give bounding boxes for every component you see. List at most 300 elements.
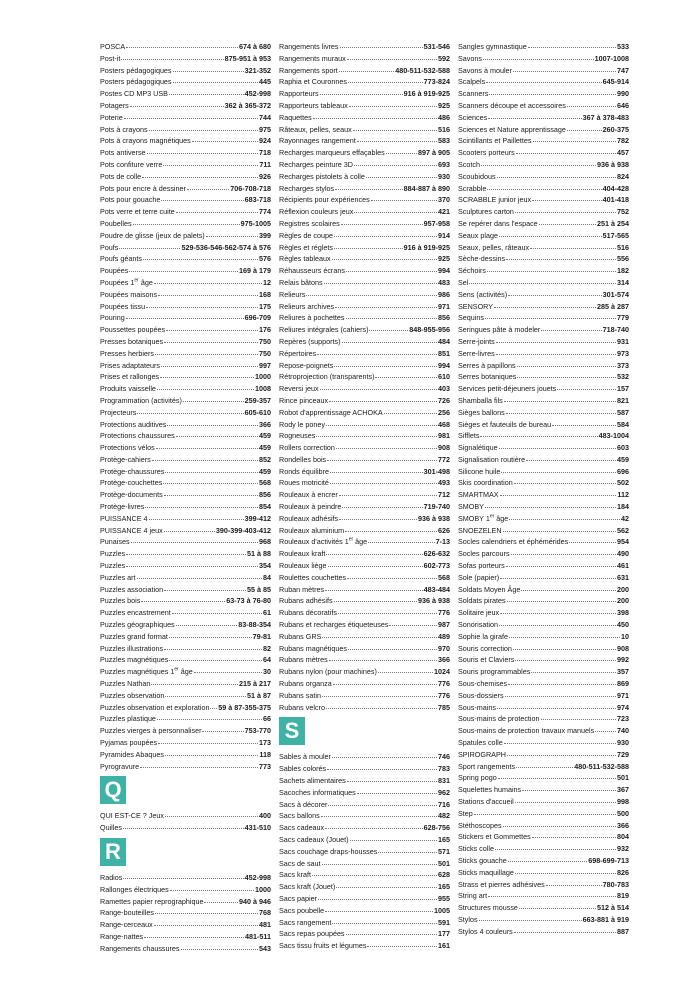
dot-leader: [330, 483, 437, 484]
entry-term-text: Sel: [458, 277, 469, 287]
entry-term: [100, 171, 141, 183]
dot-leader: [499, 625, 616, 626]
entry-pages: 157: [617, 384, 629, 394]
index-entry: [279, 787, 450, 799]
dot-leader: [483, 59, 594, 60]
dot-leader: [513, 71, 616, 72]
dot-leader: [335, 307, 437, 308]
entry-term: [458, 100, 566, 112]
entry-term: [100, 643, 163, 655]
entry-term: [100, 560, 125, 572]
index-entry: [458, 914, 629, 926]
dot-leader: [131, 542, 258, 543]
entry-term-text: Reliures à pochettes: [279, 313, 345, 323]
entry-term-text: Soldats Moyen Âge: [458, 584, 521, 594]
dot-leader: [313, 118, 437, 119]
dot-leader: [498, 778, 616, 779]
entry-term: [100, 884, 169, 896]
entry-term-text: Puzzles: [100, 561, 126, 571]
entry-pages: 931: [617, 336, 629, 346]
entry-pages: 401-418: [602, 195, 629, 205]
index-entry: [100, 395, 271, 407]
entry-term-text: Scooters porteurs: [458, 148, 515, 158]
entry-term-text: Rayonnages rangement: [279, 136, 356, 146]
dot-leader: [129, 271, 238, 272]
entry-term-superscript: er: [134, 277, 139, 284]
dot-leader: [123, 828, 244, 829]
entry-pages: 1007-1008: [594, 53, 629, 63]
entry-term-text: Poubelles: [100, 218, 132, 228]
entry-pages: 856: [438, 313, 450, 323]
entry-term-text: Sous-chemises: [458, 679, 508, 689]
entry-pages: 848-955-956: [409, 325, 450, 335]
entry-pages: 531-546: [423, 42, 450, 51]
entry-term: [100, 872, 122, 884]
entry-term-text: Réhausseurs écrans: [279, 266, 345, 276]
entry-term: [279, 631, 321, 643]
index-entry: [279, 905, 450, 917]
entry-term: [458, 242, 529, 254]
index-entry: [279, 477, 450, 489]
dot-leader: [508, 684, 616, 685]
entry-term: [458, 407, 505, 419]
entry-pages: 994: [438, 360, 450, 370]
index-entry: [458, 513, 629, 525]
index-entry: [100, 702, 271, 714]
entry-term: [458, 360, 516, 372]
entry-term: [279, 834, 349, 846]
entry-term: [100, 919, 153, 931]
entry-pages: 571: [438, 846, 450, 856]
entry-pages: 399-412: [244, 513, 271, 523]
entry-term-text: Puzzles: [100, 549, 126, 559]
entry-term: [100, 336, 163, 348]
entry-pages: 587: [617, 407, 629, 417]
index-entry: [279, 560, 450, 572]
entry-pages: 718: [259, 148, 271, 158]
index-entry: [279, 419, 450, 431]
dot-leader: [378, 852, 437, 853]
index-entry: [458, 725, 629, 737]
dot-leader: [516, 767, 573, 768]
entry-term: [100, 619, 175, 631]
entry-pages: 605-610: [244, 407, 271, 417]
index-column-3: [458, 41, 629, 938]
entry-pages: 997: [259, 360, 271, 370]
entry-term: [100, 572, 136, 584]
entry-term: [100, 595, 140, 607]
index-entry: [100, 289, 271, 301]
entry-term: [100, 242, 118, 254]
entry-term-text: Sacs papier: [279, 893, 317, 903]
dot-leader: [170, 890, 254, 891]
entry-term: [458, 820, 502, 832]
entry-pages: 869: [617, 679, 629, 689]
entry-term-text: Puzzles observation et exploration: [100, 702, 210, 712]
entry-term-text: Sièges ballons: [458, 407, 505, 417]
entry-term: [458, 477, 513, 489]
entry-pages: 483-1004: [598, 431, 629, 441]
entry-term: [100, 230, 205, 242]
dot-leader: [160, 377, 254, 378]
index-entry: [279, 360, 450, 372]
entry-pages: 66: [263, 714, 271, 724]
entry-pages: 712: [438, 490, 450, 500]
entry-term-text: Pots antiverse: [100, 148, 146, 158]
entry-pages: 251 à 254: [597, 218, 629, 228]
entry-pages: 1024: [434, 667, 450, 677]
entry-pages: 851: [438, 348, 450, 358]
index-entry: [458, 631, 629, 643]
entry-pages: 970: [438, 643, 450, 653]
entry-term-text: Rouleaux kraft: [279, 549, 326, 559]
index-entry: [458, 902, 629, 914]
entry-term-text: Post-it: [100, 53, 121, 63]
index-entry: [458, 336, 629, 348]
dot-leader: [154, 925, 258, 926]
index-entry: [100, 348, 271, 360]
dot-leader: [481, 165, 596, 166]
entry-term-text: Sous-mains: [458, 702, 496, 712]
entry-term-text: Sacs de saut: [279, 858, 321, 868]
entry-pages: 747: [617, 65, 629, 75]
dot-leader: [504, 743, 616, 744]
entry-term: [100, 277, 153, 289]
entry-term-text: Règles tableaux: [279, 254, 331, 264]
entry-pages: 819: [617, 891, 629, 901]
entry-pages: 173: [259, 738, 271, 748]
entry-term: [458, 41, 527, 53]
index-entry: [458, 277, 629, 289]
entry-term: [279, 112, 312, 124]
entry-pages: 916 à 919-925: [403, 242, 450, 252]
entry-term-text: Règles de coupe: [279, 230, 333, 240]
dot-leader: [183, 401, 244, 402]
entry-pages: 723: [617, 714, 629, 724]
entry-pages: 975: [259, 124, 271, 134]
index-entry: [458, 242, 629, 254]
index-entry: [100, 713, 271, 725]
entry-term-text: Séchoirs: [458, 266, 486, 276]
dot-leader: [151, 684, 238, 685]
entry-pages: 459: [259, 431, 271, 441]
entry-term-text: SMOBY: [458, 502, 484, 512]
entry-term: [279, 905, 324, 917]
entry-term: [279, 595, 333, 607]
entry-term: [100, 466, 164, 478]
dot-leader: [486, 82, 601, 83]
entry-pages: 626: [438, 525, 450, 535]
entry-pages: 698-699-713: [588, 855, 629, 865]
entry-pages: 459: [259, 443, 271, 453]
entry-pages: 773-824: [423, 77, 450, 87]
entry-term-text: Rince pinceaux: [279, 395, 329, 405]
entry-term-text: Poupées tissu: [100, 301, 146, 311]
entry-term: [458, 572, 499, 584]
entry-term: [100, 135, 191, 147]
entry-term-superscript: er: [174, 666, 179, 673]
dot-leader: [204, 902, 238, 903]
entry-term-text: Scintillants et Paillettes: [458, 136, 532, 146]
dot-leader: [514, 483, 616, 484]
entry-pages: 626-632: [423, 549, 450, 559]
entry-term-text: Prises adaptateurs: [100, 360, 160, 370]
index-entry: [279, 690, 450, 702]
entry-term-superscript: er: [348, 537, 354, 544]
dot-leader: [338, 613, 437, 614]
entry-pages: 285 à 287: [597, 301, 629, 311]
index-entry: [458, 477, 629, 489]
dot-leader: [137, 578, 262, 579]
dot-leader: [349, 106, 437, 107]
entry-pages: 484: [438, 336, 450, 346]
entry-term-text: Puzzles illustrations: [100, 643, 164, 653]
dot-leader: [163, 483, 258, 484]
entry-pages: 30: [263, 667, 271, 677]
index-entry: [100, 454, 271, 466]
entry-term-text: Puzzles grand format: [100, 631, 168, 641]
index-entry: [458, 737, 629, 749]
index-entry: [458, 772, 629, 784]
dot-leader: [206, 236, 258, 237]
index-column-1: [100, 41, 271, 955]
entry-pages: 711: [259, 159, 271, 169]
dot-leader: [161, 366, 258, 367]
index-entry: [458, 855, 629, 867]
entry-term: [100, 312, 125, 324]
entry-pages: 852: [259, 454, 271, 464]
entry-term: [100, 124, 148, 136]
entry-term-text: Sachets alimentaires: [279, 776, 346, 786]
index-entry: [100, 572, 271, 584]
entry-pages: 916 à 919-925: [403, 89, 450, 99]
entry-term-text: Pouring: [100, 313, 125, 323]
index-entry: [458, 879, 629, 891]
entry-term-text: Relieurs archives: [279, 301, 335, 311]
dot-leader: [506, 259, 616, 260]
entry-pages: 556: [617, 254, 629, 264]
entry-term: [458, 902, 518, 914]
index-entry: [279, 654, 450, 666]
entry-pages: 169 à 179: [239, 266, 271, 276]
entry-pages: 200: [617, 584, 629, 594]
entry-pages: 493: [438, 478, 450, 488]
index-entry: [279, 763, 450, 775]
entry-term-text: Stéthoscopes: [458, 820, 502, 830]
index-entry: [100, 884, 271, 896]
entry-term: [279, 846, 377, 858]
entry-term-text: Scanners découpe et accessoires: [458, 100, 566, 110]
dot-leader: [496, 354, 616, 355]
dot-leader: [329, 401, 437, 402]
entry-term-text: Relais bâtons: [279, 277, 323, 287]
index-entry: [458, 419, 629, 431]
entry-pages: 990: [617, 89, 629, 99]
entry-pages: 362 à 365-372: [224, 100, 271, 110]
index-entry: [100, 88, 271, 100]
entry-term: [279, 383, 319, 395]
dot-leader: [488, 896, 616, 897]
entry-term: [279, 619, 388, 631]
entry-term: [279, 477, 329, 489]
dot-leader: [149, 130, 258, 131]
entry-pages: 175: [259, 301, 271, 311]
entry-term-text: Pots pour encre à dessiner: [100, 183, 186, 193]
index-entry: [279, 124, 450, 136]
entry-term: [100, 477, 162, 489]
entry-term: [279, 501, 341, 513]
index-entry: [458, 218, 629, 230]
dot-leader: [140, 767, 258, 768]
dot-leader: [340, 47, 423, 48]
entry-pages: 200: [617, 596, 629, 606]
index-entry: [100, 265, 271, 277]
entry-term: [100, 489, 163, 501]
dot-leader: [485, 318, 616, 319]
entry-term-text: Rubans GRS: [279, 631, 322, 641]
entry-pages: 992: [617, 655, 629, 665]
entry-pages: 631: [617, 572, 629, 582]
index-entry: [458, 619, 629, 631]
entry-term-text: Posters pédagogiques: [100, 65, 172, 75]
dot-leader: [336, 448, 437, 449]
entry-term: [458, 713, 540, 725]
entry-pages: 602-773: [423, 561, 450, 571]
entry-pages: 314: [617, 277, 629, 287]
entry-term-text: Sangles gymnastique: [458, 42, 527, 51]
dot-leader: [357, 793, 437, 794]
entry-term-text: Range-bouteilles: [100, 908, 154, 918]
entry-term-text: Relieurs: [279, 289, 306, 299]
entry-term-text: Scalpels: [458, 77, 486, 87]
dot-leader: [322, 864, 437, 865]
entry-pages: 776: [438, 679, 450, 689]
dot-leader: [346, 318, 437, 319]
entry-pages: 752: [617, 207, 629, 217]
entry-term: [100, 536, 130, 548]
dot-leader: [567, 106, 616, 107]
index-entry: [100, 513, 271, 525]
entry-pages: 592: [438, 53, 450, 63]
entry-term-text: Potagers: [100, 100, 129, 110]
dot-leader: [515, 212, 616, 213]
entry-term: [458, 772, 497, 784]
index-entry: [279, 100, 450, 112]
entry-pages: 746: [438, 752, 450, 762]
dot-leader: [511, 554, 616, 555]
entry-term-text: Rouleaux à encrer: [279, 490, 338, 500]
entry-term-text: Puzzles magnétiques 1: [100, 667, 175, 677]
entry-term: [279, 858, 321, 870]
entry-pages: 646: [617, 100, 629, 110]
entry-term-text: Recharges pistolets à colle: [279, 171, 365, 181]
entry-pages: 936 à 938: [597, 159, 629, 169]
entry-pages: 663-881 à 919: [582, 914, 629, 924]
index-entry: [100, 383, 271, 395]
entry-term-text: Se repérer dans l'espace: [458, 218, 538, 228]
index-entry: [100, 324, 271, 336]
entry-pages: 165: [438, 882, 450, 892]
entry-term-text: Robot d'apprentissage ACHOKA: [279, 407, 383, 417]
entry-term: [279, 787, 356, 799]
dot-leader: [334, 601, 417, 602]
index-entry: [100, 371, 271, 383]
entry-term: [100, 218, 132, 230]
dot-leader: [369, 330, 408, 331]
dot-leader: [347, 578, 437, 579]
dot-leader: [339, 519, 417, 520]
dot-leader: [500, 578, 616, 579]
entry-pages: 452-998: [244, 89, 271, 99]
index-entry: [458, 501, 629, 513]
entry-term-text: Sous-dossiers: [458, 690, 504, 700]
entry-term-text: Pots verre et terre cuite: [100, 207, 175, 217]
index-entry: [279, 289, 450, 301]
entry-term-text: Seringues pâte à modeler: [458, 325, 541, 335]
entry-pages: 543: [259, 943, 271, 953]
entry-term-suffix: âge: [138, 277, 153, 287]
entry-term-text: Socles calendriers et éphémérides: [458, 537, 569, 547]
entry-pages: 562: [617, 525, 629, 535]
dot-leader: [541, 330, 601, 331]
index-entry: [279, 265, 450, 277]
entry-pages: 729: [617, 749, 629, 759]
entry-pages: 366: [438, 655, 450, 665]
index-entry: [100, 112, 271, 124]
entry-term-text: Pyjamas poupées: [100, 738, 158, 748]
entry-pages: 51 à 87: [247, 690, 271, 700]
dot-leader: [497, 708, 616, 709]
entry-term-text: Squelettes humains: [458, 785, 522, 795]
entry-term-text: Recharges stylos: [279, 183, 335, 193]
index-entry: [100, 124, 271, 136]
entry-pages: 421: [438, 207, 450, 217]
entry-pages: 398: [617, 608, 629, 618]
entry-term: [279, 76, 347, 88]
entry-term: [458, 631, 508, 643]
section-letter-q: Q: [100, 776, 126, 804]
entry-pages: 628-756: [423, 823, 450, 833]
entry-term-text: Reversi jeux: [279, 384, 319, 394]
entry-term: [279, 407, 383, 419]
entry-term: [458, 489, 499, 501]
entry-term: [100, 147, 146, 159]
entry-pages: 610: [438, 372, 450, 382]
entry-term: [279, 917, 331, 929]
dot-leader: [130, 106, 224, 107]
index-entry: [100, 654, 271, 666]
index-entry: [100, 896, 271, 908]
entry-term: [100, 112, 123, 124]
index-entry: [458, 796, 629, 808]
entry-term: [100, 810, 164, 822]
entry-term-text: Sacs poubelle: [279, 905, 325, 915]
entry-pages: 603: [617, 443, 629, 453]
entry-term: [279, 525, 344, 537]
index-entry: [100, 619, 271, 631]
entry-term-text: Rouleaux d'activités 1: [279, 537, 349, 547]
entry-term: [458, 725, 594, 737]
entry-term: [458, 867, 514, 879]
entry-term-text: Rubans satin: [279, 690, 321, 700]
entry-pages: 459: [617, 454, 629, 464]
dot-leader: [474, 814, 616, 815]
dot-leader: [328, 805, 437, 806]
dot-leader: [504, 401, 616, 402]
index-entry: [100, 53, 271, 65]
dot-leader: [126, 47, 238, 48]
index-entry: [279, 183, 450, 195]
